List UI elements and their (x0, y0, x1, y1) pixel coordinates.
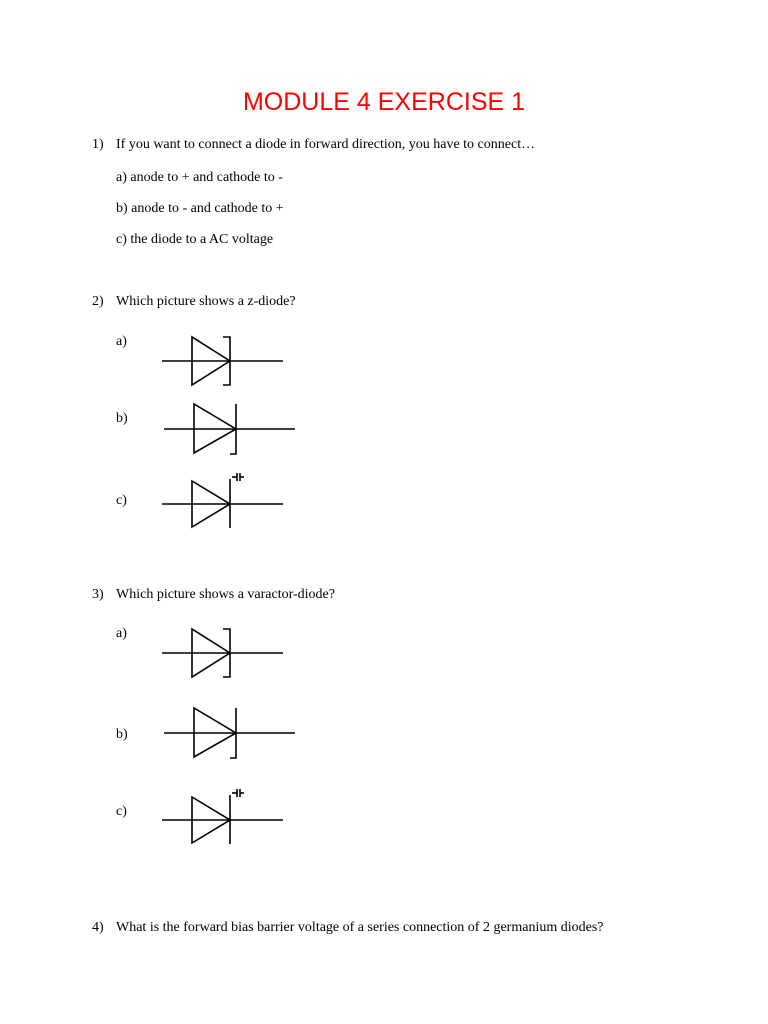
question-text: What is the forward bias barrier voltage of a series connection of 2 germanium diodes? (116, 920, 604, 935)
question-number: 4) (92, 920, 104, 935)
question-text: If you want to connect a diode in forward direction, you have to connect… (116, 137, 536, 152)
answer-option: b) (116, 411, 128, 426)
answer-option: b) (116, 727, 128, 742)
question-4 (92, 920, 604, 936)
question-text: Which picture shows a z-diode? (116, 294, 296, 309)
question-number: 2) (92, 294, 104, 309)
question-1 (92, 137, 535, 153)
schottky-diode-symbol (150, 700, 310, 766)
question-2 (92, 294, 296, 310)
z-diode-symbol (150, 330, 300, 390)
answer-option: c) the diode to a AC voltage (116, 232, 274, 247)
answer-option: c) (116, 804, 127, 819)
page-title: MODULE 4 EXERCISE 1 (242, 88, 526, 116)
schottky-diode-symbol (150, 396, 310, 462)
varactor-diode-symbol (150, 470, 300, 532)
question-text: Which picture shows a varactor-diode? (116, 587, 335, 602)
varactor-diode-symbol (150, 786, 300, 848)
answer-option: c) (116, 493, 127, 508)
answer-option: b) anode to - and cathode to + (116, 201, 284, 216)
answer-option: a) anode to + and cathode to - (116, 170, 283, 185)
question-number: 1) (92, 137, 104, 152)
z-diode-symbol (150, 622, 300, 682)
answer-option: a) (116, 334, 127, 349)
question-3 (92, 587, 335, 603)
answer-option: a) (116, 626, 127, 641)
question-number: 3) (92, 587, 104, 602)
